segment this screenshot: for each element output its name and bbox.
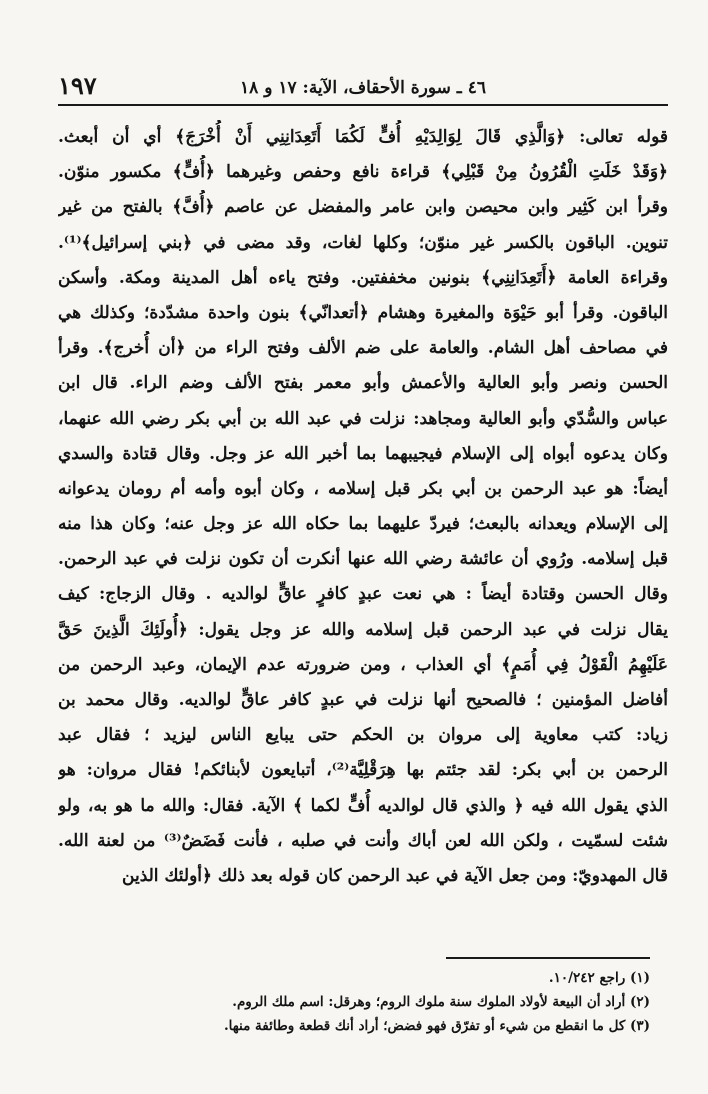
text-line: وكان يدعوه أبواه إلى الإسلام فيجيبهما بما أخبر الله عز وجل. وقال قتادة والسدي — [58, 443, 668, 464]
text-line: في مصاحف أهل الشام. والعامة على ضم الألف وفتح الراء من ﴿أن أُخرج﴾. وقرأ — [58, 338, 668, 359]
page-header — [58, 60, 668, 106]
text-line: إلى الإسلام ويعدانه بالبعث؛ فيردّ عليهما بما حكاه الله عز وجل عنه؛ وكان هذا منه — [58, 514, 668, 535]
text-line: شئت لسمّيت ، ولكن الله لعن أباك وأنت في صلبه ، فأنت فَضَضٌ⁽³⁾ من لعنة الله. — [58, 830, 668, 851]
footnote-1: (١) راجع ١٠/٢٤٢. — [548, 970, 650, 986]
footnote-2: (٢) أراد أن البيعة لأولاد الملوك سنة ملوك الروم؛ وهرقل: اسم ملك الروم. — [232, 994, 650, 1010]
text-line: قال المهدويّ: ومن جعل الآية في عبد الرحمن كان قوله بعد ذلك ﴿أولئك الذين — [122, 865, 668, 886]
text-line: قبل إسلامه. ورُوي أن عائشة رضي الله عنها أنكرت أن تكون نزلت في عبد الرحمن. — [58, 549, 668, 570]
text-line: زياد: كتب معاوية إلى مروان بن الحكم حتى يبايع الناس ليزيد ؛ فقال عبد — [58, 725, 668, 746]
text-line: وقراءة العامة ﴿أَتَعِدَانِنِي﴾ بنونين مخففتين. وفتح ياءه أهل المدينة ومكة. وأسكن — [58, 267, 668, 288]
text-line: الحسن ونصر وأبو العالية والأعمش وأبو معمر بفتح الألف وضم الراء. قال ابن — [58, 373, 668, 394]
footnote-divider — [446, 957, 650, 959]
footnotes — [50, 966, 650, 1038]
text-line: ﴿وَقَدْ خَلَتِ الْقُرُونُ مِنْ قَبْلِي﴾ قراءة نافع وحفص وغيرهما ﴿أُفٍّ﴾ مكسور منوّن. — [58, 162, 668, 183]
text-line: يقال نزلت في عبد الرحمن قبل إسلامه والله عز وجل يقول: ﴿أُولَئِكَ الَّذِينَ حَقَّ — [58, 619, 668, 640]
text-line: أيضاً: هو عبد الرحمن بن أبي بكر قبل إسلامه ، وكان أبوه وأمه أم رومان يدعوانه — [58, 478, 668, 499]
text-line: الذي يقول الله فيه ﴿ والذي قال لوالديه أُفٍّ لكما ﴾ الآية. فقال: والله ما هو به، ولو — [58, 795, 668, 816]
page — [58, 60, 668, 894]
text-line: عَلَيْهِمُ الْقَوْلُ فِي أُمَمٍ﴾ أي العذاب ، ومن ضرورته عدم الإيمان، وعبد الرحمن من — [58, 654, 668, 675]
running-title: ٤٦ ـ سورة الأحقاف، الآية: ١٧ و ١٨ — [240, 78, 486, 98]
text-line: تنوين. الباقون بالكسر غير منوّن؛ وكلها لغات، وقد مضى في ﴿بني إسرائيل﴾⁽¹⁾. — [58, 232, 668, 253]
text-line: قوله تعالى: ﴿وَالَّذِي قَالَ لِوَالِدَيْهِ أُفٍّ لَكُمَا أَتَعِدَانِنِي أَنْ أُخْرَجَ﴾ أي أن أبعث. — [58, 127, 668, 147]
text-line: الباقون. وقرأ أبو حَيْوَة والمغيرة وهشام ﴿أتعدانّي﴾ بنون واحدة مشدّدة؛ وكذلك هي — [58, 302, 668, 323]
text-line: عباس والسُّدّي وأبو العالية ومجاهد: نزلت في عبد الله بن أبي بكر رضي الله عنهما، — [58, 408, 668, 429]
text-line: أفاضل المؤمنين ؛ فالصحيح أنها نزلت في عبدٍ كافر عاقٍّ لوالديه. وقال محمد بن — [58, 690, 668, 710]
page-number: ١٩٧ — [58, 71, 97, 100]
body-text — [58, 120, 668, 894]
text-line: وقال الحسن وقتادة أيضاً : هي نعت عبدٍ كافرٍ عاقٍّ لوالديه . وقال الزجاج: كيف — [58, 584, 668, 605]
footnote-3: (٣) كل ما انقطع من شيء أو تفرّق فهو فضض؛ أراد أنك قطعة وطائفة منها. — [223, 1018, 650, 1034]
text-line: الرحمن بن أبي بكر: لقد جئتم بها هِرَقْلِيَّة⁽²⁾، أتبايعون لأبنائكم! فقال مروان: هو — [58, 760, 668, 781]
text-line: وقرأ ابن كَثِير وابن محيصن وابن عامر والمفضل عن عاصم ﴿أُفَّ﴾ بالفتح من غير — [58, 197, 668, 218]
